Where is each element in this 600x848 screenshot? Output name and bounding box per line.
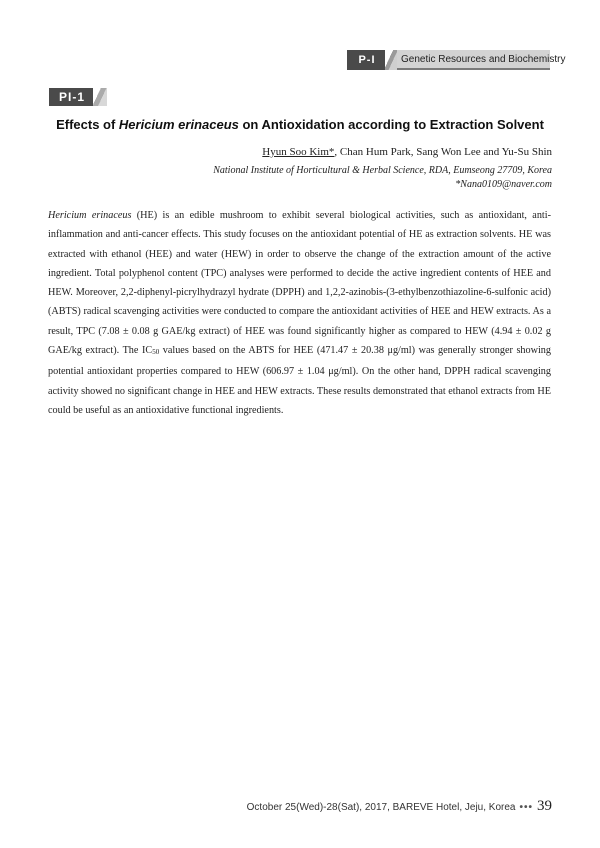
poster-code-badge xyxy=(49,88,109,106)
paper-title xyxy=(0,117,600,132)
ic50-subscript: 50 xyxy=(152,348,160,357)
corresponding-email: *Nana0109@naver.com xyxy=(455,179,552,190)
author-list xyxy=(262,146,552,158)
section-tag xyxy=(347,50,566,70)
title-species: Hericium erinaceus xyxy=(118,117,239,132)
co-authors: , Chan Hum Park, Sang Won Lee and Yu-Su Shin xyxy=(334,146,552,158)
section-code: P-I xyxy=(347,50,387,70)
abstract-species: Hericium erinaceus xyxy=(48,210,132,221)
abstract-part-1: (HE) is an edible mushroom to exhibit several biological activities, such as antioxidant, anti-inflammation and anti-cancer effects. This study focuses on the antioxidant potential of HE as extraction solvents. HE was extracted with ethanol (HEE) and water (HEW) in order to observe the change of the extraction amount of the active ingredient. Total polyphenol content (TPC) analyses were performed to decide the active ingredient contents of HEE and HEW. Moreover, 2,2-diphenyl-picrylhydrazyl hydrate (DPPH) and 1,2,2-azinobis-(3-ethylbenzothiazoline-6-sulfonic acid) (ABTS) radical scavenging activities were conducted to compare the antioxidant activities of HEE and HEW extracts. As a result, TPC (7.08 ± 0.08 g GAE/kg extract) of HEE was found significantly higher as compared to HEW (4.94 ± 0.02 g GAE/kg extract). The IC xyxy=(48,210,551,357)
page-number: 39 xyxy=(537,798,552,814)
title-suffix: on Antioxidation according to Extraction Solvent xyxy=(238,117,544,132)
presenting-author: Hyun Soo Kim* xyxy=(262,146,335,158)
poster-code: PI-1 xyxy=(49,88,95,106)
abstract-body xyxy=(48,206,551,420)
event-info: October 25(Wed)-28(Sat), 2017, BAREVE Hotel, Jeju, Korea xyxy=(246,802,516,813)
affiliation: National Institute of Horticultural & Herbal Science, RDA, Eumseong 27709, Korea xyxy=(213,165,552,176)
footer-dots: ••• xyxy=(519,802,533,813)
section-name: Genetic Resources and Biochemistry xyxy=(397,50,550,70)
title-prefix: Effects of xyxy=(56,117,119,132)
page-footer xyxy=(247,798,552,816)
poster-code-divider xyxy=(93,88,107,106)
abstract-part-2: values based on the ABTS for HEE (471.47 ± 20.38 μg/ml) was generally stronger showing potential antioxidant properties compared to HEW (606.97 ± 1.04 μg/ml). On the other hand, DPPH radical scavenging activity showed no significant change in HEE and HEW extracts. These results demonstrated that ethanol extracts from HE could be useful as an antioxidative functional ingredients. xyxy=(48,345,551,416)
